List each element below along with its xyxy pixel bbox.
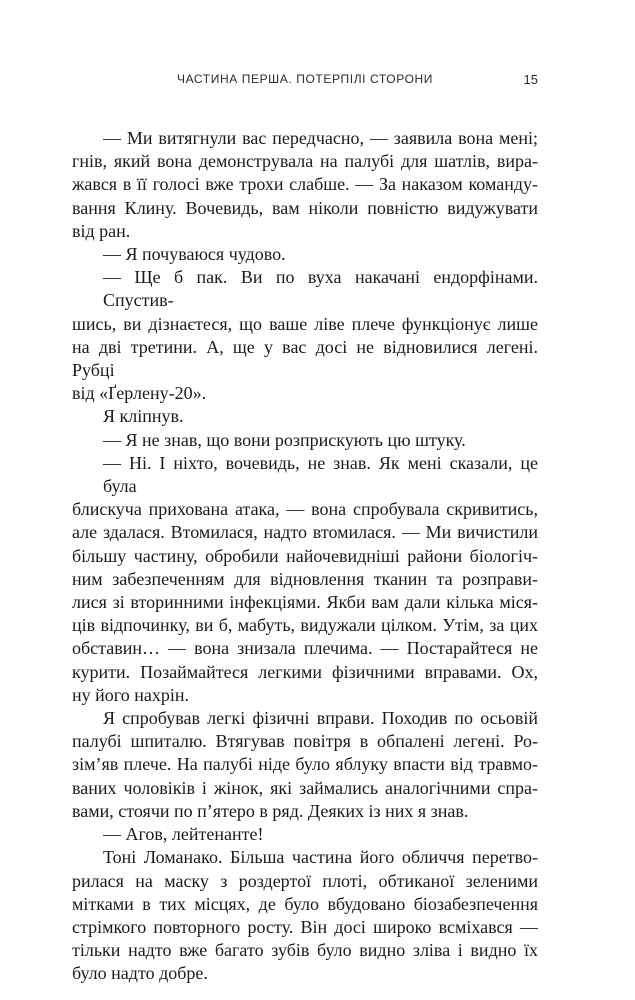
text-line: від ран.: [72, 220, 131, 241]
text-line: тільки надто вже багато зубів було видно зліва і видно їх: [72, 940, 538, 961]
paragraph: [72, 429, 538, 452]
text-line: від «Ґерлену-20».: [72, 383, 207, 404]
paragraph: [72, 452, 538, 707]
text-line: більшу частину, обробили найочевидніші райони біологіч-: [72, 545, 538, 566]
text-line: жався в її голосі вже трохи слабше. — За наказом команду-: [72, 174, 538, 195]
text-line: рилася на маску з роздертої плоті, обтиканої зеленими: [72, 870, 538, 891]
text-line: лися зі вторинними інфекціями. Якби вам дали кілька міся-: [72, 592, 538, 613]
text-line: було надто добре.: [72, 963, 208, 984]
text-line: вання Клину. Вочевидь, вам ніколи повністю видужувати: [72, 197, 538, 218]
text-line: Я кліпнув.: [103, 406, 184, 427]
paragraph: [72, 846, 538, 985]
paragraph: [72, 127, 538, 243]
page-number: 15: [523, 72, 538, 87]
text-line: палубі шпиталю. Втягував повітря в обпалені легені. Ро-: [72, 731, 538, 752]
text-line: курити. Позаймайтеся легкими фізичними вправами. Ох,: [72, 661, 538, 682]
text-line: мітками в тих місцях, де було вбудовано біозабезпечення: [72, 893, 538, 914]
text-line: гнів, який вона демонструвала на палубі для шатлів, вира-: [72, 151, 538, 172]
text-line: — Я не знав, що вони розприскують цю штуку.: [103, 429, 466, 450]
paragraph: [72, 243, 538, 266]
text-line: ваних чоловіків і жінок, які займались аналогічними спра-: [72, 777, 538, 798]
text-line: — Ми витягнули вас передчасно, — заявила вона мені;: [103, 128, 538, 148]
text-line: — Ще б пак. Ви по вуха накачані ендорфінами. Спустив-: [103, 267, 538, 311]
paragraph: [72, 823, 538, 846]
text-line: — Я почуваюся чудово.: [103, 244, 286, 265]
text-line: ним забезпеченням для відновлення тканин та розправи-: [72, 568, 538, 589]
paragraph: [72, 707, 538, 823]
text-line: шись, ви дізнаєтеся, що ваше ліве плече функціонує лише: [72, 313, 538, 334]
text-line: блискуча прихована атака, — вона спробувала скривитись,: [72, 499, 538, 520]
text-line: — Ні. І ніхто, вочевидь, не знав. Як мені сказали, це була: [103, 452, 538, 497]
text-line: стрімкого повторного росту. Він досі широко всміхався —: [72, 916, 538, 937]
text-line: ну його нахрін.: [72, 684, 189, 705]
paragraph: [72, 405, 538, 428]
text-line: обставин… — вона знизала плечима. — Постарайтеся не: [72, 638, 538, 659]
text-line: Тоні Ломанако. Більша частина його обличчя перетво-: [103, 847, 538, 868]
text-line: Я спробував легкі фізичні вправи. Походив по осьовій: [103, 708, 538, 729]
text-line: вами, стоячи по п’ятеро в ряд. Деяких із них я знав.: [72, 800, 469, 821]
text-line: ців відпочинку, ви б, мабуть, видужали цілком. Утім, за цих: [72, 615, 538, 636]
running-header: [72, 71, 538, 88]
paragraph: [72, 266, 538, 405]
text-line: — Агов, лейтенанте!: [103, 824, 264, 845]
text-line: на дві третини. А, ще у вас досі не відновилися легені. Рубці: [72, 336, 538, 381]
text-block: [72, 127, 538, 986]
running-title: ЧАСТИНА ПЕРША. ПОТЕРПІЛІ СТОРОНИ: [176, 72, 434, 86]
text-line: зім’яв плече. На палубі ніде було яблуку впасти від травмо-: [72, 754, 538, 775]
text-line: але здалася. Втомилася, надто втомилася. — Ми вичистили: [72, 522, 538, 543]
